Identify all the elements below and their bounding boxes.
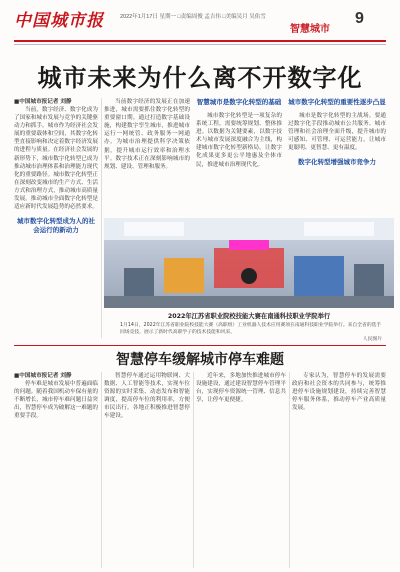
article1-column-3 xyxy=(196,98,282,214)
photo-caption xyxy=(120,322,382,343)
article1-byline: ■中国城市报记者 刘静 xyxy=(14,99,72,105)
column-divider xyxy=(193,372,194,568)
page-number: 9 xyxy=(355,10,364,27)
masthead-rule xyxy=(14,40,386,42)
article2-column-4 xyxy=(292,372,386,568)
article1-paragraph: 城市数字化转型是一项复杂的系统工程，需要统筹规划、整体推进。以数据为关键要素，以数字技术与城市发展深度融合为主线，构建城市数字化转型新格局，让数字化成果更多更公平地惠及全体市民，推进城市治理现代化。 xyxy=(196,113,282,168)
article2-column-2 xyxy=(104,372,190,568)
article1-subhead: 数字化转型增强城市竞争力 xyxy=(298,158,376,167)
article1-headline: 城市未来为什么离不开数字化 xyxy=(37,63,363,92)
article2-paragraph: 专家认为，智慧停车的发展需要政府和社会资本的共同参与，统筹推进停车设施规划建设，持续完善智慧停车服务体系，推动停车产业高质量发展。 xyxy=(292,373,386,412)
article1-subhead: 城市数字化转型成为人的社会运行的新动力 xyxy=(17,217,95,235)
column-divider xyxy=(101,98,102,338)
masthead xyxy=(0,0,400,42)
article-divider xyxy=(14,345,386,346)
article2-paragraph: 停车难是城市发展中普遍面临的问题。随着我国机动车保有量的不断增长，城市停车难问题日益突出，智慧停车成为破解这一难题的重要手段。 xyxy=(14,381,98,420)
newspaper-logo: 中国城市报 xyxy=(14,11,104,31)
article2-paragraph: 近年来，多地加快推进城市停车设施建设，通过建设智慧停车管理平台，实现停车资源统一管理、信息共享，让停车更便捷。 xyxy=(196,373,286,404)
photo-caption-title: 2022年江苏省职业院校技能大赛在南通科技职业学院举行 xyxy=(167,313,331,320)
issue-meta: 2022年1月17日 星期一 □责编周俊 孟吉伟 □美编吴月 吴佑雪 xyxy=(120,14,266,20)
article1-column-1 xyxy=(14,98,98,338)
column-divider xyxy=(101,372,102,568)
article1-paragraph: 城市是数字化转型的主战场。要通过数字化手段推动城市公共服务、城市管理和社会治理全面升级，提升城市的可感知、可管理、可运营能力，让城市更聪明、更智慧、更有温度。 xyxy=(288,113,386,152)
article2-byline: ■中国城市报记者 刘静 xyxy=(14,373,72,379)
article1-paragraph: 当前，数字经济、数字化成为了国家和城市发展与竞争的关键驱动力和抓手。城市作为经济社会发展的重要载体和空间，其数字化转型直接影响和决定着数字经济发展的进程与质量。在经济社会发展的新形势下，城市数字化转型已成为推动城市治理体系和治理能力现代化的重要路径。城市数字化转型正在深刻改变城市的生产方式、生活方式和治理方式，推动城市高质量发展。推动城市全面数字化转型是适应新时代发展趋势的必然要求。 xyxy=(14,107,98,211)
masthead-rule-thin xyxy=(14,44,386,45)
article2-headline: 智慧停车缓解城市停车难题 xyxy=(116,352,284,368)
article2-column-1 xyxy=(14,372,98,568)
article1-subhead: 智慧城市是数字化转型的基础 xyxy=(196,98,282,106)
photo-illustration xyxy=(104,218,394,308)
article1-paragraph: 当前数字经济的发展正在加速推进，城市需要抓住数字化转型的重要窗口期。通过打造数字基础设施，构建数字孪生城市，推进城市运行一网统管、政务服务一网通办，为城市治理提供科学决策依据，提升城市运行效率和治理水平。数字技术正在深刻影响城市的规划、建设、管理和服务。 xyxy=(104,99,190,170)
article2-paragraph: 智慧停车通过运用物联网、大数据、人工智能等技术，实现车位资源的实时采集、动态发布和智能调度，提高停车位的利用率，方便市民出行。各地正积极推进智慧停车建设。 xyxy=(104,373,190,420)
article1-column-2 xyxy=(104,98,190,214)
article1-subhead: 城市数字化转型的重要性逐步凸显 xyxy=(288,98,386,106)
article1-column-4 xyxy=(288,98,386,214)
section-title: 智慧城市 xyxy=(290,24,330,35)
news-photo xyxy=(104,218,394,308)
article2-column-3 xyxy=(196,372,286,568)
photo-credit: 人民图片 xyxy=(362,337,382,342)
column-divider xyxy=(289,372,290,568)
photo-caption-body: 1月14日，2022年江苏省职业院校技能大赛（高职组）工业机器人技术应用赛项在南通科技职业学院举行。来自全省的选手同场竞技，展示了新时代高职学子的技术技能和风采。 xyxy=(120,323,382,335)
